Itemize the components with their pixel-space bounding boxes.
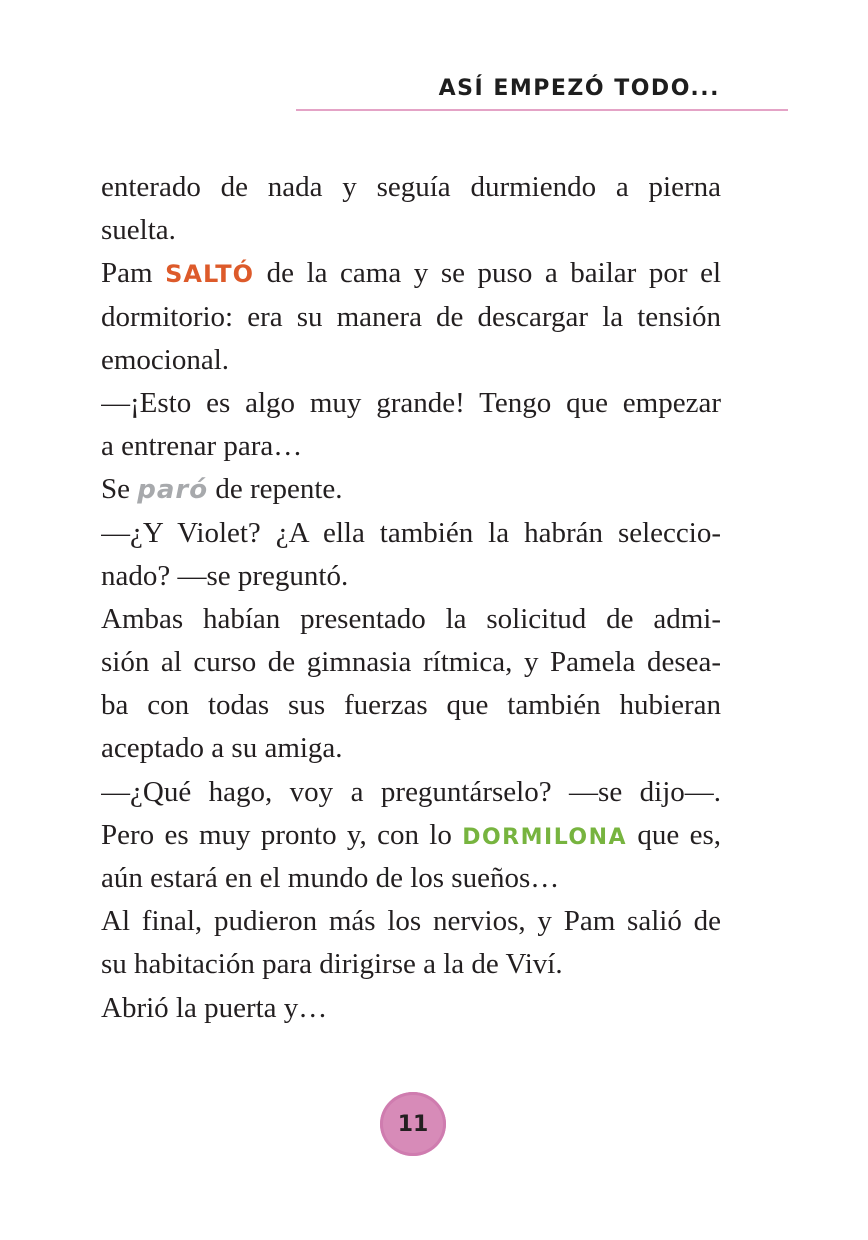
text-line: sión al curso de gimnasia rítmica, y Pamela desea- [101, 646, 721, 679]
text-line: a entrenar para… [101, 430, 303, 463]
page-number-badge [380, 1092, 446, 1156]
header-rule [296, 109, 788, 111]
text-line: —¡Esto es algo muy grande! Tengo que empezar [101, 386, 721, 419]
text-line: dormitorio: era su manera de descargar la tensión [101, 300, 721, 333]
text-line: nado? —se preguntó. [101, 559, 349, 592]
text-line: suelta. [101, 214, 176, 247]
text-line: aún estará en el mundo de los sueños… [101, 862, 560, 894]
text-line: Al final, pudieron más los nervios, y Pam salió de [101, 905, 721, 938]
text-fragment: que es, [637, 818, 721, 851]
text-line: —¿Qué hago, voy a preguntárselo? —se dijo—. [101, 775, 721, 808]
text-line: Abrió la puerta y… [101, 991, 328, 1024]
highlight-word-paro: paró [137, 475, 209, 506]
body-text [101, 166, 721, 1030]
page-number: 11 [397, 1111, 429, 1137]
text-line: su habitación para dirigirse a la de Viví. [101, 948, 563, 981]
text-fragment: de repente. [215, 473, 343, 506]
text-line: Ambas habían presentado la solicitud de admi- [101, 602, 721, 635]
highlight-word-dormilona: DORMILONA [462, 824, 628, 850]
text-line: enterado de nada y seguía durmiendo a pierna [101, 171, 721, 203]
running-title: ASÍ EMPEZÓ TODO... [438, 76, 720, 101]
text-line: —¿Y Violet? ¿A ella también la habrán seleccio- [101, 516, 721, 549]
text-line: aceptado a su amiga. [101, 732, 343, 765]
text-line [101, 252, 721, 295]
text-line [101, 468, 721, 511]
text-fragment: Se [101, 473, 130, 506]
text-line: ba con todas sus fuerzas que también hubieran [101, 689, 721, 722]
text-fragment: Pam [101, 257, 153, 290]
text-line: emocional. [101, 343, 230, 376]
text-fragment: de la cama y se puso a bailar por el [266, 257, 721, 290]
highlight-word-salto: SALTÓ [165, 260, 255, 289]
text-fragment: Pero es muy pronto y, con lo [101, 818, 452, 851]
text-line [101, 814, 721, 857]
